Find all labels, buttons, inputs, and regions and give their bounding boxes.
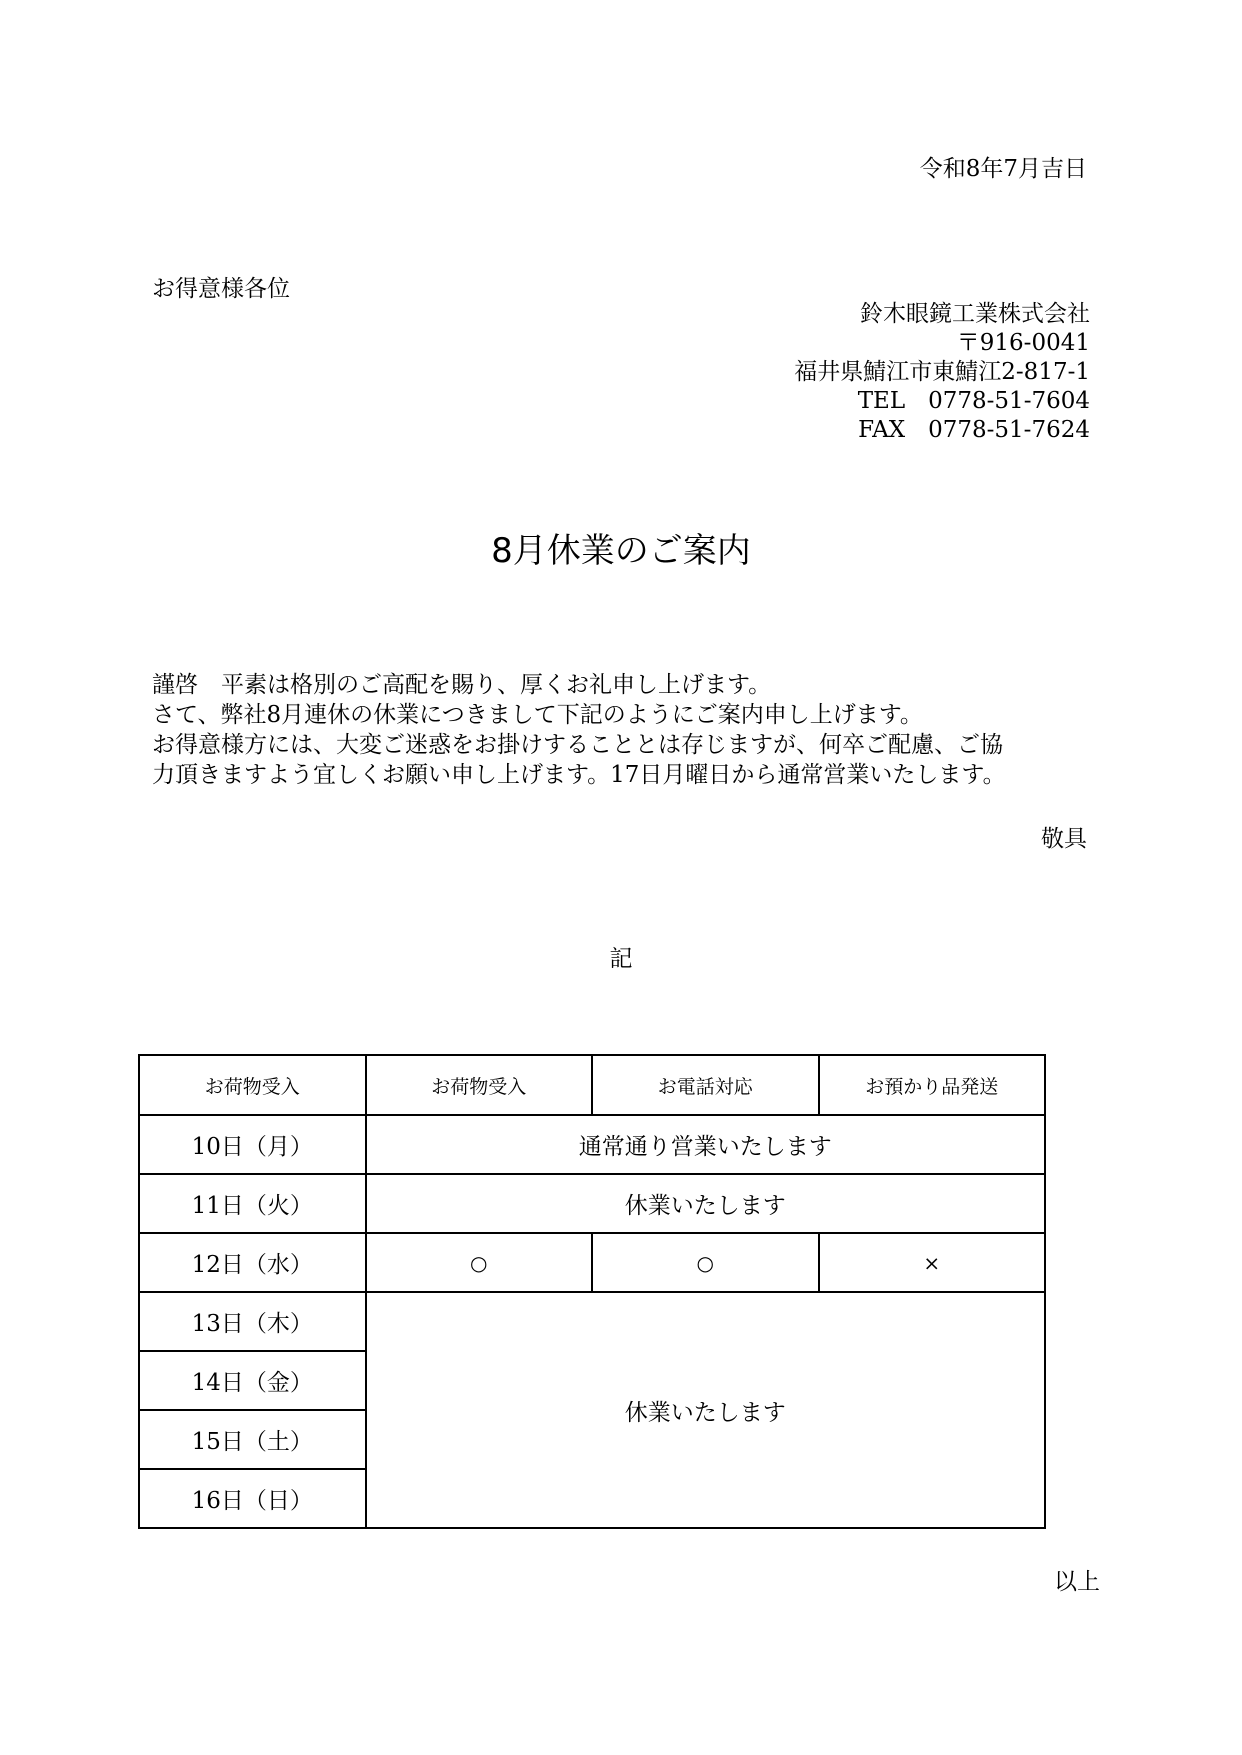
document-title: 8月休業のご案内 — [491, 531, 751, 571]
end-word: 以上 — [1054, 1569, 1100, 1595]
sender-address: 福井県鯖江市東鯖江2-817-1 — [794, 359, 1090, 385]
day-cell: 12日（水） — [139, 1233, 366, 1292]
ki-heading: 記 — [609, 946, 633, 972]
recipient: お得意様各位 — [152, 276, 290, 302]
table-row — [139, 1292, 1045, 1351]
table-row — [139, 1174, 1045, 1233]
body-line: お得意様方には、大変ご迷惑をお掛けすることとは存じますが、何卒ご配慮、ご協 — [152, 732, 1003, 758]
table-header-cell: お荷物受入 — [366, 1055, 593, 1115]
body-text — [152, 670, 1102, 790]
sender-block — [794, 300, 1090, 445]
table-header-cell: お預かり品発送 — [819, 1055, 1046, 1115]
sender-postal-code: 〒916-0041 — [956, 330, 1090, 356]
available-mark: ○ — [366, 1233, 593, 1292]
table-header-row — [139, 1055, 1045, 1115]
day-cell: 11日（火） — [139, 1174, 366, 1233]
table-row — [139, 1115, 1045, 1174]
document-date: 令和8年7月吉日 — [919, 156, 1087, 182]
unavailable-mark: × — [819, 1233, 1046, 1292]
body-line: 力頂きますよう宜しくお願い申し上げます。17日月曜日から通常営業いたします。 — [152, 762, 1006, 788]
sender-tel: TEL 0778-51-7604 — [857, 388, 1090, 414]
body-line: 謹啓 平素は格別のご高配を賜り、厚くお礼申し上げます。 — [152, 672, 772, 698]
day-cell: 13日（木） — [139, 1292, 366, 1351]
table-row — [139, 1233, 1045, 1292]
sender-company: 鈴木眼鏡工業株式会社 — [860, 301, 1090, 327]
day-cell: 15日（土） — [139, 1410, 366, 1469]
status-cell: 通常通り営業いたします — [366, 1115, 1046, 1174]
day-cell: 14日（金） — [139, 1351, 366, 1410]
status-cell: 休業いたします — [366, 1174, 1046, 1233]
table-header-cell: お電話対応 — [592, 1055, 819, 1115]
closed-block-cell: 休業いたします — [366, 1292, 1046, 1528]
available-mark: ○ — [592, 1233, 819, 1292]
body-line: さて、弊社8月連休の休業につきまして下記のようにご案内申し上げます。 — [152, 702, 923, 728]
day-cell: 16日（日） — [139, 1469, 366, 1528]
closing-word: 敬具 — [1041, 826, 1087, 852]
day-cell: 10日（月） — [139, 1115, 366, 1174]
sender-fax: FAX 0778-51-7624 — [858, 417, 1090, 443]
table-header-cell: お荷物受入 — [139, 1055, 366, 1115]
holiday-schedule-table — [138, 1054, 1046, 1529]
